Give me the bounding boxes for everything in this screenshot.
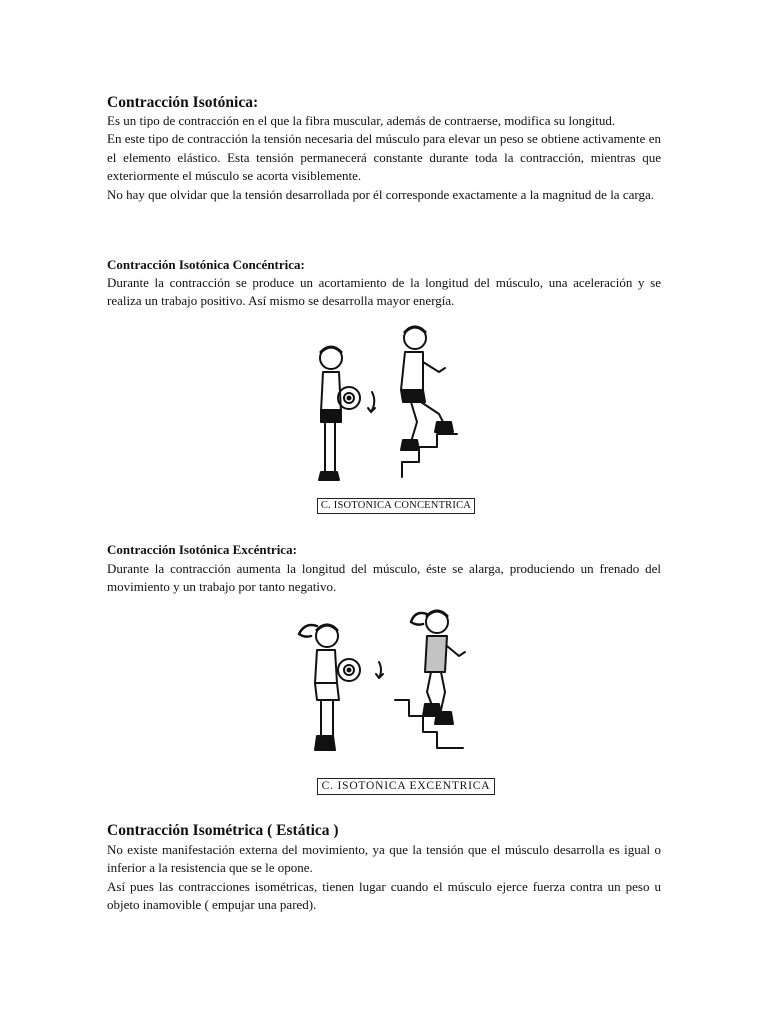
- isometric-title: Contracción Isométrica ( Estática ): [107, 822, 339, 839]
- concentric-caption: C. ISOTONICA CONCENTRICA: [317, 498, 475, 514]
- isotonic-paragraph-2: En este tipo de contracción la tensión necesaria del músculo para elevar un peso se obtiene activamente en el elemento elástico. Esta tensión permanecerá constante durante toda la contracción, mientras que exteriormente el músculo se acorta visiblemente.: [107, 131, 661, 184]
- concentric-figure: [307, 322, 487, 522]
- isometric-paragraph-2: Así pues las contracciones isométricas, tienen lugar cuando el músculo ejerce fuerza contra un peso u objeto inamovible ( empujar una pared).: [107, 878, 661, 913]
- eccentric-figure: [287, 608, 497, 798]
- isometric-body: [107, 841, 661, 915]
- isotonic-paragraph-1: Es un tipo de contracción en el que la fibra muscular, además de contraerse, modifica su longitud.: [107, 113, 616, 128]
- isotonic-title: Contracción Isotónica:: [107, 94, 259, 111]
- isotonic-paragraph-3: No hay que olvidar que la tensión desarrollada por él corresponde exactamente a la magnitud de la carga.: [107, 186, 654, 202]
- eccentric-paragraph: Durante la contracción aumenta la longitud del músculo, éste se alarga, produciendo un frenado del movimiento y un trabajo por tanto negativo.: [107, 561, 661, 595]
- isometric-paragraph-1: No existe manifestación externa del movimiento, ya que la tensión que el músculo desarrolla es igual o inferior a la resistencia que se le opone.: [107, 842, 661, 876]
- eccentric-body: [107, 560, 661, 597]
- concentric-body: [107, 274, 661, 311]
- eccentric-title: Contracción Isotónica Excéntrica:: [107, 542, 297, 557]
- eccentric-illustration: [287, 608, 497, 773]
- concentric-title: Contracción Isotónica Concéntrica:: [107, 257, 305, 272]
- isotonic-body: [107, 112, 661, 204]
- concentric-illustration: [307, 322, 487, 502]
- boy-torso: [321, 372, 341, 412]
- concentric-paragraph: Durante la contracción se produce un acortamiento de la longitud del músculo, una aceleración y se realiza un trabajo positivo. Así mismo se desarrolla mayor energía.: [107, 275, 661, 309]
- eccentric-caption: C. ISOTONICA EXCENTRICA: [317, 778, 495, 795]
